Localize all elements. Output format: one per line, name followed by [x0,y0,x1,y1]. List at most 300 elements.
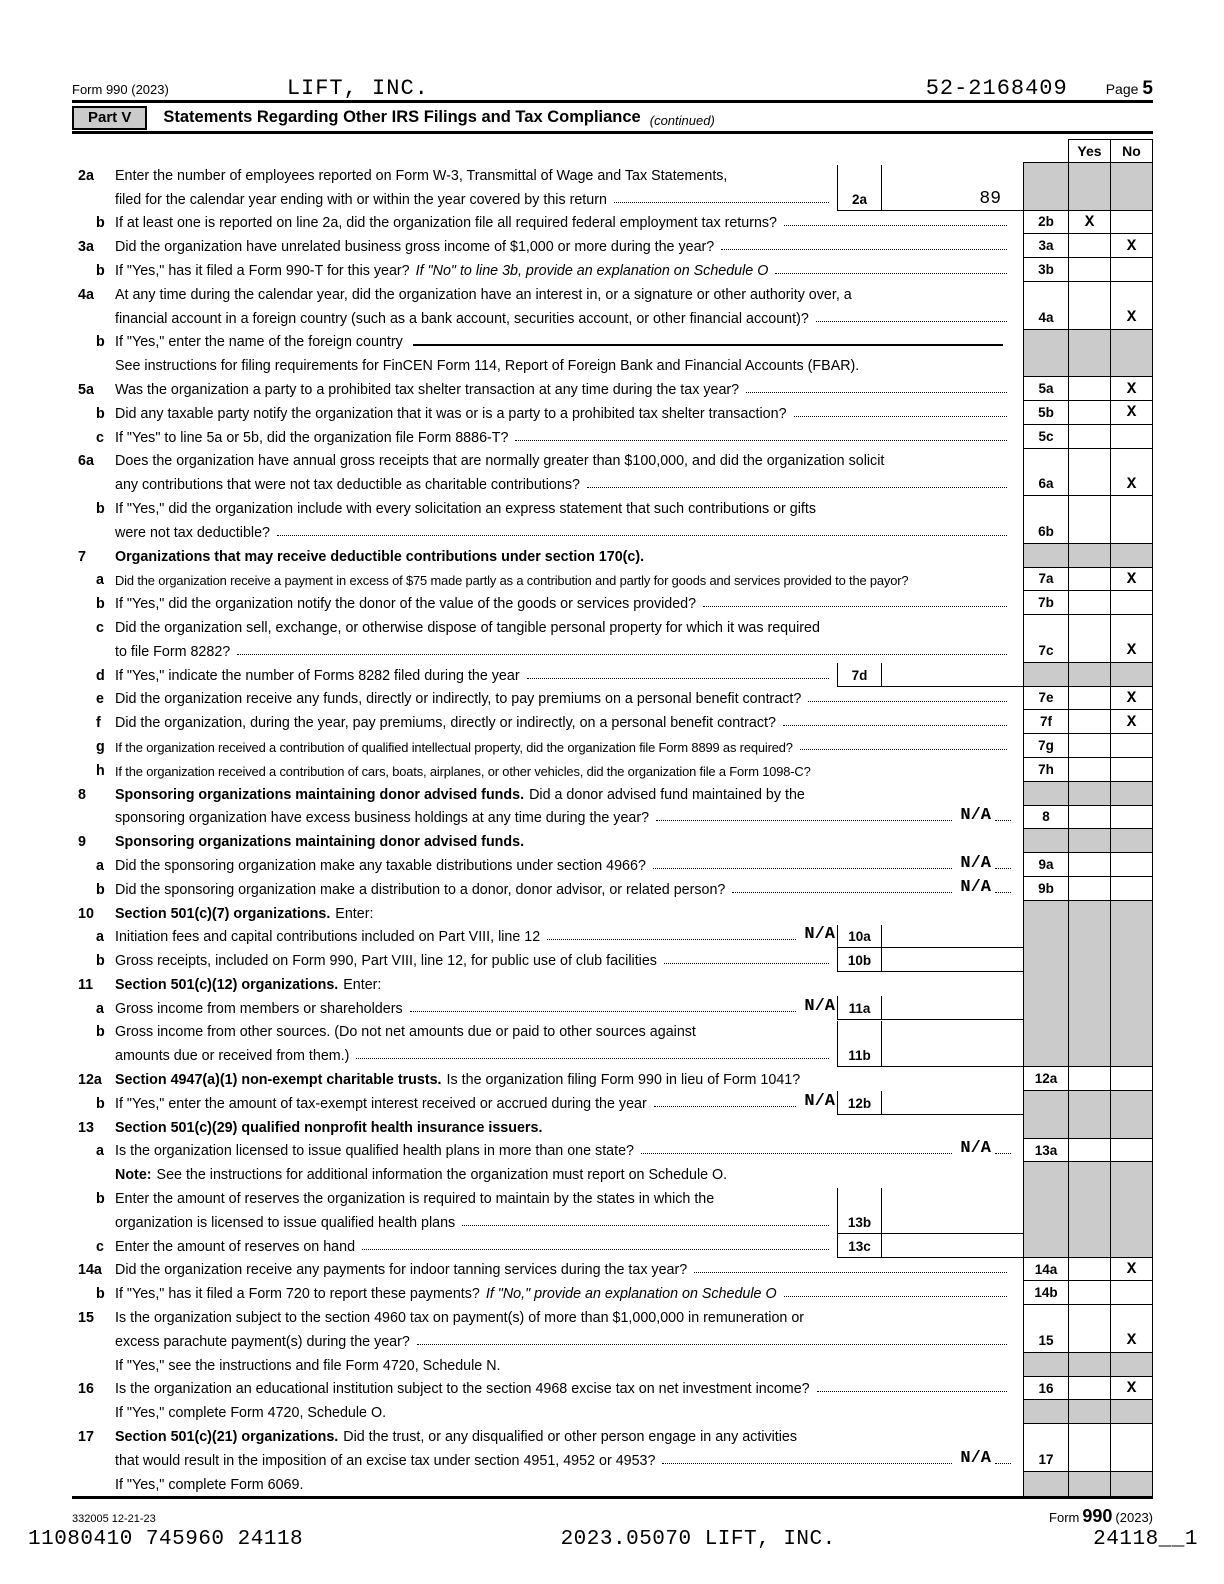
question-bold-text: Note: [115,1167,152,1184]
question-text: If "Yes," enter the amount of tax-exempt interest received or accrued during the year [115,1095,647,1112]
line-number-cell: 8 [1023,806,1068,830]
line-item-label: b [96,262,105,279]
dotted-leader [614,202,829,203]
dotted-leader [784,225,1007,226]
yes-answer-cell [1068,806,1110,830]
yes-answer-cell [1068,1472,1110,1496]
no-answer-cell [1110,1448,1153,1472]
line-number-cell: 5a [1023,377,1068,401]
line-item-label: 8 [78,786,86,803]
line-item-label: h [96,762,105,779]
yes-answer-cell [1068,1329,1110,1353]
question-area [72,1424,1023,1448]
question-area [72,282,1023,306]
line-number-cell: 9a [1023,853,1068,877]
question-area [72,306,1023,330]
question-bold-text: Section 501(c)(29) qualified nonprofit health insurance issuers. [115,1119,543,1136]
no-answer-cell [1110,282,1153,306]
question-area [72,806,1023,830]
question-area [72,1091,1023,1115]
dotted-leader [362,1249,829,1250]
no-answer-cell [1110,925,1153,949]
question-area [72,449,1023,473]
line-number-cell [1023,1424,1068,1448]
line-item-label: 12a [78,1072,102,1089]
line-item-label: a [96,929,104,946]
question-bold-text: Sponsoring organizations maintaining donor advised funds. [115,786,525,803]
line-number-cell: 3b [1023,258,1068,282]
no-answer-cell [1110,734,1153,758]
line-number-cell [1023,1400,1068,1424]
line-item-label: 9 [78,834,86,851]
entry-box-label: 13c [838,1234,882,1257]
x-mark: X [1110,687,1153,711]
line-item-label: g [96,738,105,755]
yes-answer-cell [1068,877,1110,901]
question-area [72,758,1023,782]
dotted-leader [662,1463,952,1464]
page-number: 5 [1142,78,1153,99]
entry-box [837,1234,1023,1258]
dotted-leader [547,939,796,940]
yes-answer-cell [1068,1210,1110,1234]
question-bold-text: Sponsoring organizations maintaining donor advised funds. [115,834,525,851]
no-answer-cell [1110,972,1153,996]
question-text: At any time during the calendar year, did the organization have an interest in, or a signature or other authority over, a [115,286,852,303]
form-line [72,568,1153,592]
form-line [72,1329,1153,1353]
no-answer-cell [1110,1234,1153,1258]
na-value: N/A [960,1448,991,1468]
efile-id-left: 11080410 745960 24118 [28,1528,304,1551]
form-line [72,306,1153,330]
blank-underline-field [413,344,1003,346]
form-line [72,734,1153,758]
line-item-label: f [96,715,101,732]
question-area [72,1281,1023,1305]
line-item-label: b [96,500,105,517]
line-number-cell [1023,1210,1068,1234]
form-line [72,663,1153,687]
yes-answer-cell [1068,1043,1110,1067]
line-number-cell [1023,449,1068,473]
line-item-label: 3a [78,239,94,256]
line-number-cell: 7g [1023,734,1068,758]
form-line [72,591,1153,615]
form-line [72,853,1153,877]
yes-answer-cell [1068,1020,1110,1044]
yes-answer-cell [1068,948,1110,972]
line-number-cell: 2b [1023,211,1068,235]
question-area [72,853,1023,877]
form-line [72,1210,1153,1234]
form-line [72,1281,1153,1305]
yes-answer-cell [1068,1115,1110,1139]
entry-box-label: 13b [838,1188,882,1233]
line-number-cell: 4a [1023,306,1068,330]
entry-box [837,996,1023,1020]
no-answer-cell [1110,948,1153,972]
yes-answer-cell [1068,449,1110,473]
question-text: Does the organization have annual gross receipts that are normally greater than $100,000, and did the organization solicit [115,453,885,470]
no-answer-cell [1110,496,1153,520]
no-answer-cell [1110,1305,1153,1329]
form-line [72,258,1153,282]
entry-box-value [882,1234,1023,1257]
line-number-cell: 5b [1023,401,1068,425]
line-item-label: a [96,1143,104,1160]
yes-answer-cell [1068,1448,1110,1472]
line-number-cell: 14a [1023,1258,1068,1282]
yes-answer-cell [1068,568,1110,592]
line-number-cell: 7f [1023,710,1068,734]
dotted-leader [995,868,1011,869]
question-text: If the organization received a contribution of qualified intellectual property, did the organization file Form 8899 as required? [115,739,793,755]
no-answer-cell [1110,449,1153,473]
form-line [72,1377,1153,1401]
no-answer-cell [1110,1210,1153,1234]
question-text: See the instructions for additional information the organization must report on Schedule O. [156,1167,728,1184]
no-answer-cell [1110,1020,1153,1044]
no-answer-cell [1110,163,1153,187]
line-number-cell: 7h [1023,758,1068,782]
dotted-leader [732,892,952,893]
form-line [72,996,1153,1020]
entry-box-label: 11b [838,1021,882,1066]
question-area [72,187,1023,211]
dotted-leader [410,1011,797,1012]
dotted-leader [462,1225,829,1226]
efile-footer-line [0,1528,1224,1551]
na-value: N/A [960,806,991,826]
footer-form-number: 990 [1082,1505,1113,1526]
yes-answer-cell [1068,472,1110,496]
question-text: If the organization received a contribution of cars, boats, airplanes, or other vehicles, did the organization file a Form 1098-C? [115,763,811,779]
no-answer-cell [1110,1400,1153,1424]
form-line [72,353,1153,377]
yes-answer-cell [1068,1162,1110,1186]
yes-answer-cell [1068,972,1110,996]
no-answer-cell [1110,353,1153,377]
line-item-label: 7 [78,548,86,565]
part-v-continued: (continued) [649,113,715,128]
question-area [72,877,1023,901]
line-item-label: 13 [78,1119,94,1136]
x-mark: X [1110,1258,1153,1282]
no-answer-cell [1110,425,1153,449]
dotted-leader [995,820,1011,821]
yes-answer-cell [1068,234,1110,258]
yes-answer-cell [1068,520,1110,544]
dotted-leader [794,416,1007,417]
form-line [72,234,1153,258]
entry-box-label: 2a [838,165,882,210]
entry-box-value [882,925,1023,948]
line-item-label: a [96,857,104,874]
no-answer-cell [1110,901,1153,925]
question-text: excess parachute payment(s) during the year? [115,1333,410,1350]
question-area [72,1162,1023,1186]
x-mark: X [1110,710,1153,734]
yes-answer-cell [1068,1281,1110,1305]
line-item-label: 17 [78,1429,94,1446]
question-text: Did the trust, or any disqualified or other person engage in any activities [343,1429,798,1446]
no-answer-cell [1110,853,1153,877]
yes-answer-cell [1068,330,1110,354]
question-text: Did a donor advised fund maintained by the [529,786,805,803]
question-area [72,211,1023,235]
dotted-leader [995,892,1011,893]
question-area [72,1139,1023,1163]
question-text: Did the sponsoring organization make any taxable distributions under section 4966? [115,857,646,874]
line-number-cell [1023,829,1068,853]
question-text: Enter: [343,976,382,993]
yes-answer-cell [1068,163,1110,187]
yes-answer-cell [1068,306,1110,330]
dotted-leader [800,749,1007,750]
x-mark: X [1110,401,1153,425]
yes-answer-cell [1068,544,1110,568]
yes-answer-cell [1068,1424,1110,1448]
question-area [72,734,1023,758]
x-mark: X [1068,211,1110,235]
question-text: Enter the amount of reserves the organization is required to maintain by the states in which the [115,1191,715,1208]
no-answer-cell [1110,782,1153,806]
line-number-cell: 13a [1023,1139,1068,1163]
na-value: N/A [804,996,835,1016]
dotted-leader [653,868,952,869]
x-mark: X [1110,639,1153,663]
question-text: If "Yes," complete Form 4720, Schedule O. [115,1405,387,1422]
form-line [72,948,1153,972]
yes-answer-cell [1068,710,1110,734]
line-number-cell [1023,1353,1068,1377]
question-area [72,472,1023,496]
question-bold-text: Section 4947(a)(1) non-exempt charitable trusts. [115,1072,442,1089]
no-answer-cell [1110,829,1153,853]
form-line [72,806,1153,830]
line-item-label: b [96,405,105,422]
part-v-badge: Part V [72,106,147,130]
question-area [72,1043,1023,1067]
line-item-label: b [96,1286,105,1303]
line-number-cell [1023,1043,1068,1067]
form-line [72,925,1153,949]
line-item-label: c [96,1238,104,1255]
question-area [72,1400,1023,1424]
question-text: Enter the number of employees reported on Form W-3, Transmittal of Wage and Tax Statements, [115,167,728,184]
entry-box [837,1021,1023,1067]
entry-box-label: 10b [838,948,882,971]
yes-answer-cell [1068,1258,1110,1282]
form-line [72,1448,1153,1472]
line-number-cell [1023,496,1068,520]
question-area [72,234,1023,258]
question-text: Gross income from other sources. (Do not net amounts due or paid to other sources against [115,1024,696,1041]
yes-answer-cell [1068,782,1110,806]
line-item-label: 10 [78,905,94,922]
form-line [72,544,1153,568]
line-item-label: b [96,596,105,613]
question-text: Did the organization, during the year, pay premiums, directly or indirectly, on a personal benefit contract? [115,715,776,732]
form-line [72,377,1153,401]
question-text: If "Yes," has it filed a Form 720 to report these payments? [115,1286,480,1303]
question-area [72,1210,1023,1234]
yes-answer-cell [1068,615,1110,639]
dotted-leader [277,535,1007,536]
dotted-leader [654,1106,797,1107]
yes-answer-cell [1068,1234,1110,1258]
question-italic-text: If "No," provide an explanation on Schedule O [485,1286,777,1303]
form-line [72,472,1153,496]
yes-answer-cell [1068,758,1110,782]
no-answer-cell [1110,1353,1153,1377]
line-number-cell [1023,1186,1068,1210]
line-number-cell [1023,330,1068,354]
question-text: Was the organization a party to a prohibited tax shelter transaction at any time during the tax year? [115,381,740,398]
entry-box-value: 89 [979,188,1001,209]
line-item-label: b [96,881,105,898]
question-text: Is the organization subject to the section 4960 tax on payment(s) of more than $1,000,000 in remuneration or [115,1310,805,1327]
form-line [72,829,1153,853]
no-answer-cell [1110,591,1153,615]
line-number-cell [1023,663,1068,687]
form-line [72,1305,1153,1329]
question-text: organization is licensed to issue qualified health plans [115,1214,456,1231]
question-text: Initiation fees and capital contributions included on Part VIII, line 12 [115,929,541,946]
question-area [72,1234,1023,1258]
line-number-cell: 7e [1023,687,1068,711]
line-number-cell: 16 [1023,1377,1068,1401]
question-area [72,639,1023,663]
line-number-cell: 3a [1023,234,1068,258]
no-answer-cell [1110,615,1153,639]
yes-answer-cell [1068,901,1110,925]
yes-answer-cell [1068,829,1110,853]
dotted-leader [703,606,1007,607]
no-answer-cell [1110,806,1153,830]
line-number-cell: 7b [1023,591,1068,615]
na-value: N/A [804,925,835,945]
entry-box [837,165,1023,211]
dotted-leader [515,440,1007,441]
question-area [72,377,1023,401]
question-area [72,1305,1023,1329]
question-area [72,782,1023,806]
line-item-label: c [96,619,104,636]
yes-answer-cell [1068,1400,1110,1424]
question-text: Did any taxable party notify the organization that it was or is a party to a prohibited tax shelter transaction? [115,405,787,422]
entry-box [837,948,1023,972]
form-line [72,1234,1153,1258]
yes-answer-cell [1068,853,1110,877]
dotted-leader [237,654,1007,655]
no-answer-cell [1110,544,1153,568]
na-value: N/A [960,1139,991,1159]
entry-box-value [882,663,1023,686]
line-number-cell [1023,1162,1068,1186]
footer-form-word: Form [1049,1509,1080,1525]
line-number-cell: 15 [1023,1329,1068,1353]
question-text: If "Yes," has it filed a Form 990-T for this year? [115,262,410,279]
yes-answer-cell [1068,1353,1110,1377]
question-area [72,1067,1023,1091]
dotted-leader [995,1153,1011,1154]
form-line [72,758,1153,782]
question-text: sponsoring organization have excess business holdings at any time during the year? [115,810,650,827]
question-text: Did the organization receive any funds, directly or indirectly, to pay premiums on a personal benefit contract? [115,691,802,708]
line-number-cell [1023,996,1068,1020]
no-answer-cell [1110,258,1153,282]
entry-box [837,1091,1023,1115]
yes-answer-cell [1068,663,1110,687]
question-area [72,996,1023,1020]
yes-answer-cell [1068,258,1110,282]
dotted-leader [417,1344,1007,1345]
question-text: Gross income from members or shareholders [115,1000,403,1017]
x-mark: X [1110,568,1153,592]
question-text: amounts due or received from them.) [115,1048,350,1065]
page-footer [72,1506,1153,1527]
dotted-leader [808,701,1007,702]
dotted-leader [656,820,952,821]
entry-box [837,925,1023,949]
page-header [72,76,1153,100]
dotted-leader [356,1058,829,1059]
form-line [72,1424,1153,1448]
question-area [72,948,1023,972]
x-mark: X [1110,1329,1153,1353]
form-line [72,782,1153,806]
no-answer-cell [1110,663,1153,687]
question-area [72,1353,1023,1377]
line-number-cell [1023,901,1068,925]
dotted-leader [664,963,829,964]
question-area [72,520,1023,544]
line-item-label: b [96,215,105,232]
yes-answer-cell [1068,734,1110,758]
question-area [72,829,1023,853]
dotted-leader [995,1463,1011,1464]
question-area [72,1115,1023,1139]
question-text: See instructions for filing requirements for FinCEN Form 114, Report of Foreign Bank and Financial Accounts (FBAR). [115,358,860,375]
line-item-label: c [96,429,104,446]
entry-box-value [882,996,1023,1019]
line-item-label: 11 [78,976,94,993]
line-number-cell: 7a [1023,568,1068,592]
question-text: If "Yes," see the instructions and file Form 4720, Schedule N. [115,1357,501,1374]
question-text: Did the sponsoring organization make a distribution to a donor, donor advisor, or related person? [115,881,726,898]
line-number-column-header [1023,139,1068,163]
yes-answer-cell [1068,1067,1110,1091]
question-area [72,591,1023,615]
table-bottom-rule [72,1496,1153,1499]
form-line [72,520,1153,544]
question-text: If "Yes," did the organization include with every solicitation an express statement that such contributions or gifts [115,500,817,517]
entry-box-value [882,1188,1023,1233]
yes-answer-cell [1068,639,1110,663]
form-edition-label: Form 990 (2023) [72,82,169,97]
no-answer-cell [1110,211,1153,235]
entry-box [837,663,1023,687]
yes-answer-cell [1068,687,1110,711]
line-number-cell [1023,925,1068,949]
part-v-header [72,104,1153,134]
line-item-label: a [96,572,104,589]
x-mark: X [1110,377,1153,401]
question-area [72,710,1023,734]
entry-box-value [882,948,1023,971]
